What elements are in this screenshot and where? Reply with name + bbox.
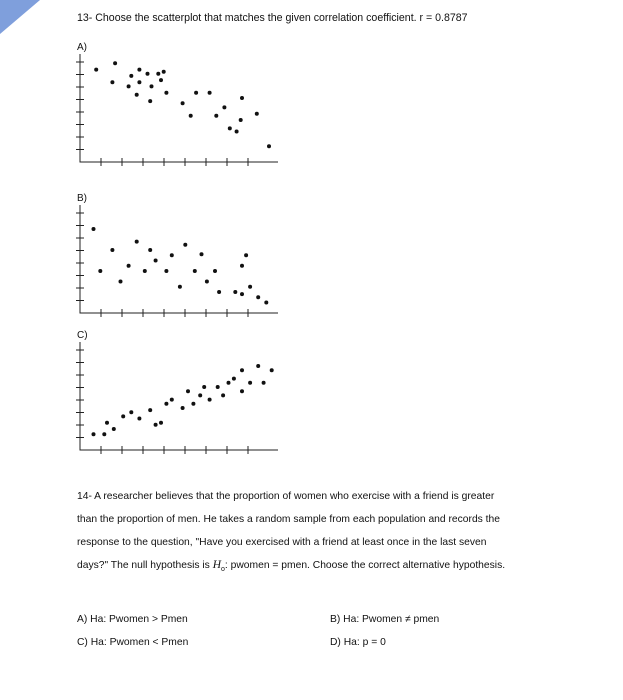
plot-c-point-12: [170, 398, 174, 402]
plot-c-point-24: [240, 368, 244, 372]
plot-a-point-25: [240, 96, 244, 100]
plot-b-point-13: [183, 243, 187, 247]
plot-a-point-22: [228, 126, 232, 130]
scatterplot-c: [60, 340, 280, 460]
plot-c-point-20: [221, 393, 225, 397]
plot-c-point-26: [256, 364, 260, 368]
plot-a-point-5: [129, 74, 133, 78]
plot-a-point-11: [156, 72, 160, 76]
plot-c-point-11: [164, 402, 168, 406]
plot-c-point-8: [148, 408, 152, 412]
plot-c-point-23: [240, 389, 244, 393]
plot-b-point-25: [264, 301, 268, 305]
plot-c-point-3: [105, 421, 109, 425]
plot-b-point-7: [143, 269, 147, 273]
null-hypothesis-intro: days?" The null hypothesis is: [77, 560, 213, 571]
plot-a-point-19: [208, 91, 212, 95]
plot-c-point-28: [270, 368, 274, 372]
option-c-label: C): [77, 330, 88, 341]
plot-a-point-4: [127, 84, 131, 88]
question-14-line-2: than the proportion of men. He takes a random sample from each population and records the: [77, 514, 500, 525]
plot-a-point-2: [113, 61, 117, 65]
answer-a: A) Ha: Pwomen > Pmen: [77, 614, 188, 625]
plot-b-point-17: [213, 269, 217, 273]
plot-a-point-14: [148, 99, 152, 103]
plot-b-point-12: [178, 285, 182, 289]
null-hypothesis-statement: : pwomen = pmen. Choose the correct alternative hypothesis.: [224, 560, 506, 571]
plot-a-point-21: [222, 105, 226, 109]
plot-b-point-15: [200, 252, 204, 256]
plot-b-point-6: [135, 240, 139, 244]
plot-b-point-22: [248, 285, 252, 289]
plot-c-point-27: [262, 381, 266, 385]
plot-c-point-7: [137, 417, 141, 421]
plot-a-point-3: [110, 80, 114, 84]
option-b-label: B): [77, 193, 87, 204]
plot-c-point-14: [186, 389, 190, 393]
null-hypothesis-subscript: o: [221, 566, 225, 574]
plot-b-point-14: [193, 269, 197, 273]
plot-c-point-17: [202, 385, 206, 389]
plot-a-point-24: [239, 118, 243, 122]
plot-a-point-8: [137, 68, 141, 72]
plot-b-point-2: [98, 269, 102, 273]
plot-b-axes: [80, 205, 278, 313]
plot-b-point-9: [154, 259, 158, 263]
option-a-label: A): [77, 42, 87, 53]
plot-a-point-13: [162, 70, 166, 74]
plot-a-point-18: [194, 91, 198, 95]
plot-b-point-24: [256, 295, 260, 299]
plot-c-point-22: [232, 377, 236, 381]
plot-a-point-9: [146, 72, 150, 76]
plot-c-point-18: [208, 398, 212, 402]
plot-c-point-10: [159, 421, 163, 425]
plot-c-point-5: [121, 414, 125, 418]
question-14-line-3: response to the question, "Have you exercised with a friend at least once in the last seven: [77, 537, 487, 548]
plot-c-point-9: [154, 423, 158, 427]
plot-b-point-21: [244, 253, 248, 257]
scatterplot-a: [60, 52, 280, 172]
plot-a-point-6: [135, 93, 139, 97]
plot-a-axes: [80, 54, 278, 162]
plot-a-point-26: [255, 112, 259, 116]
plot-c-point-15: [191, 402, 195, 406]
scatterplot-b: [60, 203, 280, 323]
plot-c-point-16: [198, 393, 202, 397]
answer-c: C) Ha: Pwomen < Pmen: [77, 637, 189, 648]
plot-a-point-23: [235, 130, 239, 134]
plot-b-point-18: [217, 290, 221, 294]
plot-c-point-4: [112, 427, 116, 431]
plot-c-point-13: [181, 406, 185, 410]
question-14-line-1: 14- A researcher believes that the proportion of women who exercise with a friend is greater: [77, 491, 495, 502]
plot-b-point-5: [127, 264, 131, 268]
plot-b-point-1: [92, 227, 96, 231]
plot-a-point-16: [181, 101, 185, 105]
plot-b-point-19: [233, 290, 237, 294]
null-hypothesis-symbol: H: [212, 559, 221, 571]
plot-c-point-19: [216, 385, 220, 389]
plot-a-point-20: [214, 114, 218, 118]
plot-c-point-2: [102, 432, 106, 436]
plot-c-point-25: [248, 381, 252, 385]
plot-a-point-15: [164, 91, 168, 95]
plot-a-point-7: [137, 80, 141, 84]
question-14-text: [77, 485, 557, 581]
plot-b-point-10: [164, 269, 168, 273]
plot-c-point-6: [129, 410, 133, 414]
plot-b-point-23: [240, 292, 244, 296]
question-14-line-4: [77, 554, 557, 581]
plot-b-point-8: [148, 248, 152, 252]
plot-a-point-1: [94, 68, 98, 72]
plot-b-point-20: [240, 264, 244, 268]
plot-a-point-12: [159, 78, 163, 82]
question-13-title: 13- Choose the scatterplot that matches the given correlation coefficient. r = 0.8787: [77, 12, 468, 24]
plot-b-point-3: [110, 248, 114, 252]
plot-b-point-4: [119, 280, 123, 284]
plot-c-axes: [80, 342, 278, 450]
corner-tab-decoration: [0, 0, 40, 34]
plot-c-point-1: [92, 432, 96, 436]
plot-a-point-10: [150, 84, 154, 88]
plot-a-point-27: [267, 144, 271, 148]
answer-d: D) Ha: p = 0: [330, 637, 386, 648]
plot-c-point-21: [227, 381, 231, 385]
plot-b-point-11: [170, 253, 174, 257]
plot-b-point-16: [205, 280, 209, 284]
answer-b: B) Ha: Pwomen ≠ pmen: [330, 614, 440, 625]
plot-a-point-17: [189, 114, 193, 118]
